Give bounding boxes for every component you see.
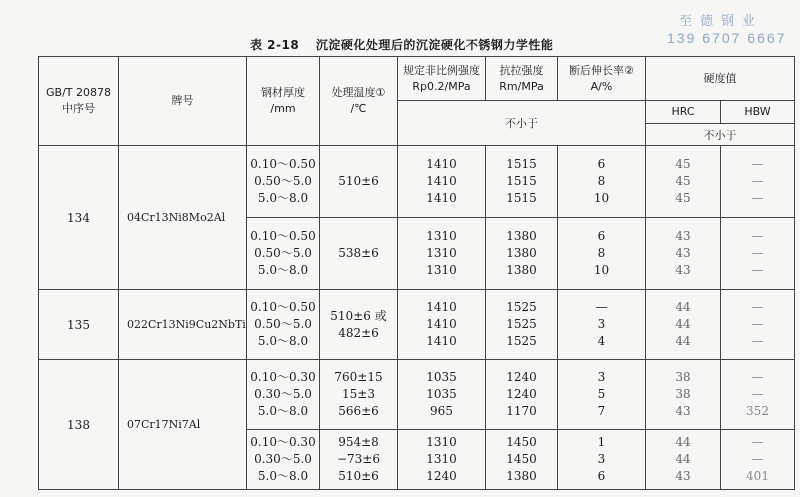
hbw-cell: — — —	[721, 218, 795, 290]
row-135-id: 135	[39, 290, 119, 360]
elongation-cell: 6 8 10	[558, 218, 646, 290]
min-label-hardness: 不小于	[646, 124, 795, 146]
tensile-cell: 1380 1380 1380	[486, 218, 558, 290]
table-title: 沉淀硬化处理后的沉淀硬化不锈钢力学性能	[315, 38, 554, 52]
thickness-cell: 0.10～0.50 0.50～5.0 5.0～8.0	[247, 146, 320, 218]
temperature-cell: 760±15 15±3 566±6	[320, 360, 398, 430]
min-label-strength: 不小于	[398, 101, 646, 146]
table-number: 表 2-18	[250, 38, 300, 52]
elongation-cell: 1 3 6	[558, 430, 646, 490]
temperature-cell: 510±6	[320, 146, 398, 218]
header-hrc: HRC	[646, 101, 721, 124]
header-hbw: HBW	[721, 101, 795, 124]
thickness-cell: 0.10～0.30 0.30～5.0 5.0～8.0	[247, 430, 320, 490]
hrc-cell: 43 43 43	[646, 218, 721, 290]
hrc-cell: 44 44 44	[646, 290, 721, 360]
yield-cell: 1310 1310 1240	[398, 430, 486, 490]
hbw-cell: — — 401	[721, 430, 795, 490]
temperature-cell: 538±6	[320, 218, 398, 290]
header-elongation: 断后伸长率② A/%	[558, 57, 646, 101]
table-row	[39, 360, 795, 430]
table-caption	[250, 36, 553, 53]
elongation-cell: 3 5 7	[558, 360, 646, 430]
row-134-grade: 04Cr13Ni8Mo2Al	[119, 146, 247, 290]
thickness-cell: 0.10～0.50 0.50～5.0 5.0～8.0	[247, 218, 320, 290]
thickness-cell: 0.10～0.50 0.50～5.0 5.0～8.0	[247, 290, 320, 360]
header-thickness: 钢材厚度 /mm	[247, 57, 320, 146]
yield-cell: 1410 1410 1410	[398, 290, 486, 360]
row-138-id: 138	[39, 360, 119, 490]
header-standard: GB/T 20878 中序号	[39, 57, 119, 146]
thickness-cell: 0.10～0.30 0.30～5.0 5.0～8.0	[247, 360, 320, 430]
watermark-company: 至德钢业	[679, 14, 764, 29]
table-row	[39, 290, 795, 360]
table-row	[39, 146, 795, 218]
hrc-cell: 44 44 43	[646, 430, 721, 490]
header-grade: 牌号	[119, 57, 247, 146]
hbw-cell: — — —	[721, 146, 795, 218]
yield-cell: 1035 1035 965	[398, 360, 486, 430]
hbw-cell: — — —	[721, 290, 795, 360]
elongation-cell: — 3 4	[558, 290, 646, 360]
header-temperature: 处理温度① /℃	[320, 57, 398, 146]
properties-table	[38, 56, 795, 490]
row-135-grade: 022Cr13Ni9Cu2NbTi	[119, 290, 247, 360]
tensile-cell: 1240 1240 1170	[486, 360, 558, 430]
header-tensile: 抗拉强度 Rm/MPa	[486, 57, 558, 101]
temperature-cell: 510±6 或 482±6	[320, 290, 398, 360]
watermark-phone: 139 6707 6667	[667, 30, 787, 46]
header-row	[39, 57, 795, 101]
row-138-grade: 07Cr17Ni7Al	[119, 360, 247, 490]
hrc-cell: 38 38 43	[646, 360, 721, 430]
tensile-cell: 1450 1450 1380	[486, 430, 558, 490]
hrc-cell: 45 45 45	[646, 146, 721, 218]
tensile-cell: 1525 1525 1525	[486, 290, 558, 360]
hbw-cell: — — 352	[721, 360, 795, 430]
header-yield: 规定非比例强度 Rp0.2/MPa	[398, 57, 486, 101]
elongation-cell: 6 8 10	[558, 146, 646, 218]
yield-cell: 1310 1310 1310	[398, 218, 486, 290]
header-hardness: 硬度值	[646, 57, 795, 101]
yield-cell: 1410 1410 1410	[398, 146, 486, 218]
row-134-id: 134	[39, 146, 119, 290]
temperature-cell: 954±8 −73±6 510±6	[320, 430, 398, 490]
tensile-cell: 1515 1515 1515	[486, 146, 558, 218]
